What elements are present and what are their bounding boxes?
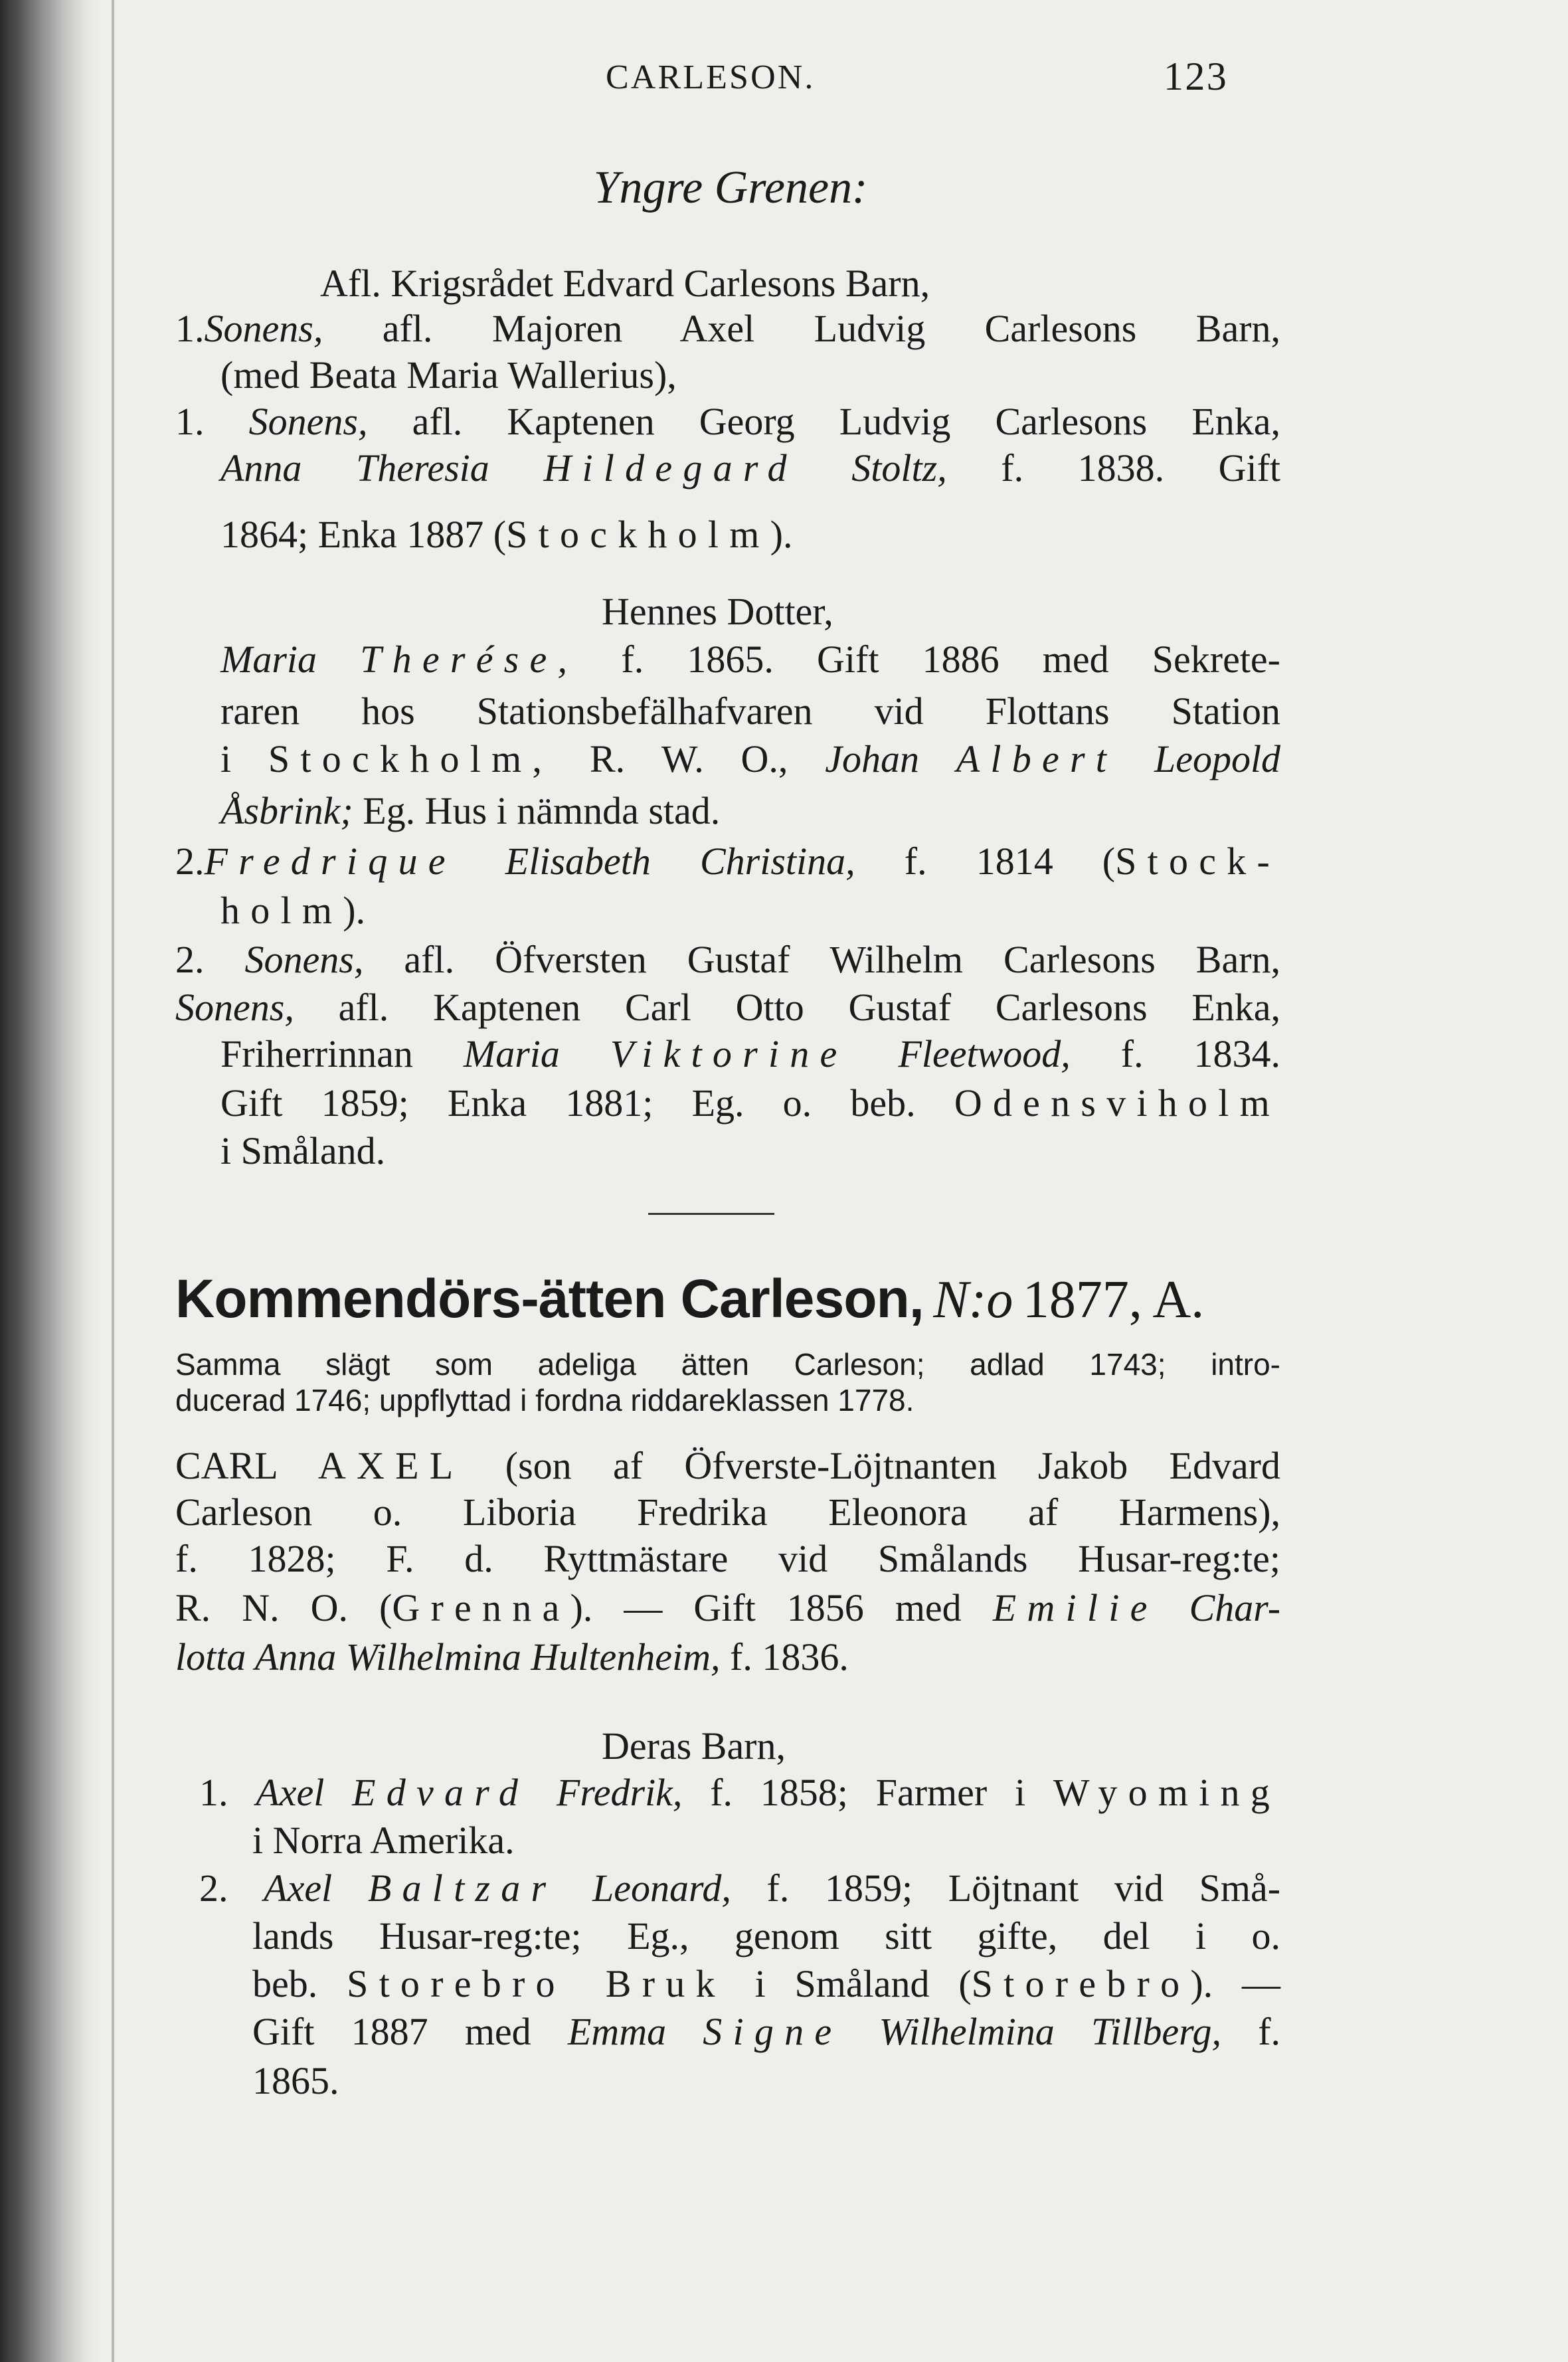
line-6: 1864; Enka 1887 (Stockholm). — [220, 513, 793, 556]
line-7: Hennes Dotter, — [602, 590, 833, 633]
main-entry-line-2: Carleson o. Liboria Fredrika Eleonora af Harmens), — [175, 1491, 1280, 1534]
children-heading: Deras Barn, — [602, 1724, 786, 1768]
child-2-line-4: Gift 1887 med Emma Signe Wilhelmina Tillberg, f. — [252, 2010, 1281, 2053]
line-18: i Småland. — [220, 1129, 386, 1172]
child-2-line-5: 1865. — [252, 2059, 339, 2102]
line-17: Gift 1859; Enka 1881; Eg. o. beb. Odensviholm — [220, 1081, 1280, 1125]
child-2-line-2: lands Husar-reg:te; Eg., genom sitt gifte, del i o. — [252, 1914, 1280, 1957]
line-2: 1.Sonens, afl. Majoren Axel Ludvig Carlesons Barn, — [175, 307, 1280, 350]
line-12: 2.Fredrique Elisabeth Christina, f. 1814 (Stock- — [175, 840, 1280, 883]
intro-line-1: Samma slägt som adeliga ätten Carleson; adlad 1743; intro- — [175, 1347, 1280, 1382]
main-entry-line-4: R. N. O. (Grenna). — Gift 1856 med Emilie Char- — [175, 1586, 1281, 1629]
line-4: 1. Sonens, afl. Kaptenen Georg Ludvig Carlesons Enka, — [175, 400, 1281, 443]
line-14: 2. Sonens, afl. Öfversten Gustaf Wilhelm Carlesons Barn, — [175, 938, 1281, 981]
main-entry-line-5: lotta Anna Wilhelmina Hultenheim, f. 1836. — [175, 1635, 849, 1679]
child-2-line-3: beb. Storebro Bruk i Småland (Storebro). — — [252, 1962, 1280, 2005]
child-2-line-1: 2. Axel Baltzar Leonard, f. 1859; Löjtnant vid Små- — [199, 1866, 1281, 1910]
child-1-line-2: i Norra Amerika. — [252, 1819, 515, 1862]
family-heading: Kommendörs-ätten Carleson, N:o 1877, A. — [175, 1269, 1205, 1329]
line-8: Maria Therése, f. 1865. Gift 1886 med Sekrete- — [220, 638, 1280, 681]
running-title: CARLESON. — [606, 58, 816, 96]
line-15: Sonens, afl. Kaptenen Carl Otto Gustaf Carlesons Enka, — [175, 986, 1280, 1029]
main-entry-line-3: f. 1828; F. d. Ryttmästare vid Smålands Husar-reg:te; — [175, 1537, 1280, 1580]
line-9: raren hos Stationsbefälhafvaren vid Flottans Station — [220, 689, 1280, 733]
line-11: Åsbrink; Eg. Hus i nämnda stad. — [220, 789, 721, 832]
line-13: holm). — [220, 889, 366, 932]
main-entry-line-1: CARL AXEL (son af Öfverste-Löjtnanten Jakob Edvard — [175, 1444, 1280, 1487]
line-1: Afl. Krigsrådet Edvard Carlesons Barn, — [320, 262, 930, 305]
page-number: 123 — [1164, 54, 1229, 98]
line-5: Anna Theresia Hildegard Stoltz, f. 1838. Gift — [220, 446, 1281, 490]
line-3: (med Beata Maria Wallerius), — [220, 353, 677, 397]
line-10: i Stockholm, R. W. O., Johan Albert Leopold — [220, 737, 1281, 780]
intro-line-2: ducerad 1746; uppflyttad i fordna riddareklassen 1778. — [175, 1383, 915, 1417]
section-title: Yngre Grenen: — [593, 162, 868, 213]
section-divider-rule — [648, 1213, 774, 1215]
child-1-line-1: 1. Axel Edvard Fredrik, f. 1858; Farmer i Wyoming — [199, 1771, 1281, 1814]
line-16: Friherrinnan Maria Viktorine Fleetwood, f. 1834. — [220, 1032, 1281, 1075]
